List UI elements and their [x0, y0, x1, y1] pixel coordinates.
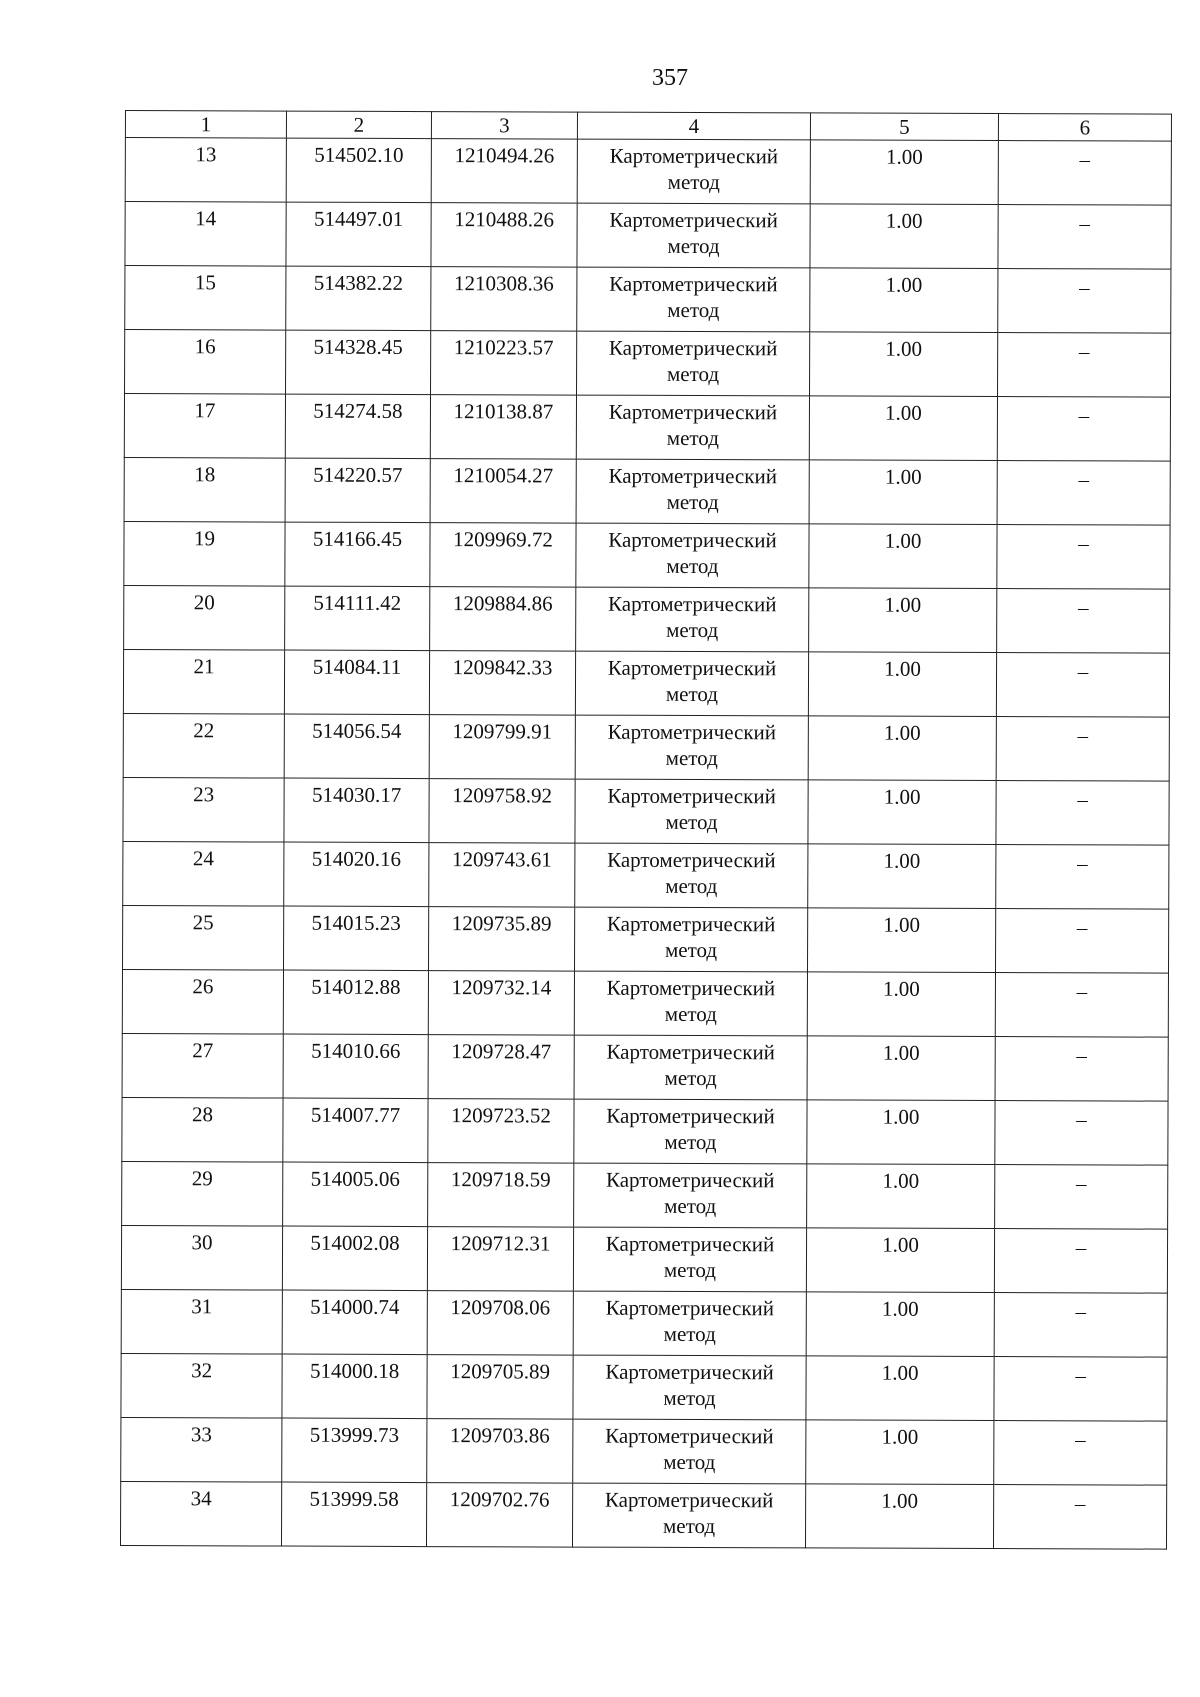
method-cell — [576, 523, 809, 588]
method-line-2: метод — [665, 809, 718, 835]
point-number-cell: 22 — [123, 713, 284, 778]
table-row — [121, 1417, 1167, 1485]
method-line-1: Картометрический — [604, 1487, 774, 1513]
accuracy-cell: 1.00 — [807, 972, 995, 1037]
coordinates-table — [120, 110, 1172, 1550]
note-cell — [994, 1293, 1167, 1358]
x-coordinate-cell: 514002.08 — [282, 1226, 427, 1291]
dash-mark: – — [1075, 1427, 1086, 1452]
method-line-1: Картометрический — [608, 463, 778, 489]
method-cell — [577, 139, 810, 204]
y-coordinate-cell: 1210494.26 — [431, 139, 577, 204]
y-coordinate-cell: 1209799.91 — [429, 715, 575, 780]
method-line-1: Картометрический — [609, 271, 778, 297]
x-coordinate-cell: 514010.66 — [283, 1034, 428, 1099]
accuracy-cell: 1.00 — [810, 140, 998, 205]
table-row — [120, 1481, 1166, 1549]
accuracy-cell: 1.00 — [806, 1292, 994, 1357]
x-coordinate-cell: 514056.54 — [284, 714, 429, 779]
point-number-cell: 27 — [122, 1033, 283, 1098]
note-cell — [998, 141, 1171, 206]
point-number-cell: 34 — [120, 1481, 281, 1546]
method-line-2: метод — [666, 553, 719, 579]
method-line-2: метод — [666, 617, 719, 643]
accuracy-cell: 1.00 — [809, 396, 997, 461]
header-cell-6: 6 — [998, 114, 1171, 142]
note-cell — [995, 909, 1168, 974]
method-line-2: метод — [667, 169, 720, 195]
x-coordinate-cell: 514005.06 — [283, 1162, 428, 1227]
table-row — [122, 1033, 1168, 1101]
x-coordinate-cell: 514220.57 — [285, 458, 430, 523]
header-cell-3: 3 — [431, 112, 577, 140]
x-coordinate-cell: 514502.10 — [286, 138, 431, 203]
method-cell — [575, 843, 808, 908]
dash-mark: – — [1075, 1235, 1087, 1260]
dash-mark: – — [1077, 595, 1089, 620]
note-cell — [994, 1357, 1167, 1422]
method-line-2: метод — [664, 1193, 717, 1219]
accuracy-cell: 1.00 — [809, 588, 997, 653]
table-row — [123, 841, 1169, 909]
method-cell — [573, 1419, 806, 1484]
note-cell — [994, 1421, 1167, 1486]
method-cell — [575, 715, 808, 780]
method-line-1: Картометрический — [605, 1231, 775, 1257]
header-row — [125, 111, 1171, 142]
point-number-cell: 15 — [125, 266, 286, 331]
x-coordinate-cell: 513999.73 — [282, 1418, 427, 1483]
dash-mark: – — [1077, 851, 1088, 876]
table-row — [123, 649, 1169, 717]
note-cell — [996, 781, 1169, 846]
method-line-2: метод — [663, 1449, 716, 1475]
table-row — [121, 1353, 1167, 1421]
point-number-cell: 17 — [124, 394, 285, 459]
method-line-2: метод — [662, 1513, 716, 1539]
note-cell — [996, 717, 1169, 782]
dash-mark: – — [1075, 1171, 1087, 1196]
header-cell-4: 4 — [577, 112, 810, 140]
method-cell — [576, 587, 809, 652]
point-number-cell: 19 — [124, 521, 285, 586]
method-line-1: Картометрический — [606, 1039, 775, 1065]
note-cell — [998, 269, 1171, 334]
method-line-2: метод — [663, 1257, 717, 1283]
method-line-1: Картометрический — [607, 655, 777, 681]
method-line-2: метод — [666, 361, 720, 387]
y-coordinate-cell: 1210488.26 — [431, 203, 577, 268]
method-line-2: метод — [664, 937, 718, 963]
accuracy-cell: 1.00 — [806, 1356, 994, 1421]
table-row — [123, 713, 1169, 781]
method-line-1: Картометрический — [608, 335, 778, 361]
accuracy-cell: 1.00 — [807, 908, 995, 973]
accuracy-cell: 1.00 — [807, 1100, 995, 1165]
accuracy-cell: 1.00 — [808, 716, 996, 781]
method-line-1: Картометрический — [608, 527, 777, 553]
note-cell — [993, 1485, 1166, 1550]
point-number-cell: 33 — [121, 1417, 282, 1482]
note-cell — [997, 525, 1170, 590]
method-cell — [577, 331, 810, 396]
method-line-2: метод — [665, 681, 719, 707]
method-line-1: Картометрический — [608, 399, 778, 425]
y-coordinate-cell: 1209884.86 — [430, 587, 576, 652]
coordinates-table-container — [120, 110, 1171, 1550]
x-coordinate-cell: 514007.77 — [283, 1098, 428, 1163]
x-coordinate-cell: 514020.16 — [284, 842, 429, 907]
dash-mark: – — [1077, 787, 1088, 812]
accuracy-cell: 1.00 — [807, 1036, 995, 1101]
dash-mark: – — [1078, 403, 1090, 428]
method-line-1: Картометрический — [605, 1295, 775, 1321]
point-number-cell: 18 — [124, 457, 285, 522]
table-row — [122, 905, 1168, 973]
dash-mark: – — [1078, 339, 1090, 364]
table-row — [122, 1161, 1168, 1229]
method-line-1: Картометрический — [605, 1359, 774, 1385]
x-coordinate-cell: 514497.01 — [286, 202, 431, 267]
table-row — [121, 1289, 1167, 1357]
method-line-1: Картометрический — [605, 1167, 775, 1193]
accuracy-cell: 1.00 — [806, 1420, 994, 1485]
dash-mark: – — [1075, 1363, 1086, 1388]
method-line-2: метод — [665, 873, 718, 899]
note-cell — [997, 461, 1170, 526]
accuracy-cell: 1.00 — [810, 204, 998, 269]
header-cell-2: 2 — [286, 111, 431, 139]
y-coordinate-cell: 1209735.89 — [428, 907, 574, 972]
x-coordinate-cell: 514012.88 — [283, 970, 428, 1035]
dash-mark: – — [1076, 915, 1088, 940]
method-cell — [576, 459, 809, 524]
dash-mark: – — [1076, 1043, 1087, 1068]
dash-mark: – — [1074, 1491, 1086, 1516]
y-coordinate-cell: 1210138.87 — [430, 395, 576, 460]
y-coordinate-cell: 1209723.52 — [428, 1099, 574, 1164]
note-cell — [996, 845, 1169, 910]
method-line-1: Картометрический — [606, 975, 776, 1001]
point-number-cell: 25 — [122, 905, 283, 970]
method-cell — [577, 203, 810, 268]
accuracy-cell: 1.00 — [806, 1228, 994, 1293]
method-line-2: метод — [663, 1321, 716, 1347]
method-line-2: метод — [666, 489, 719, 515]
accuracy-cell: 1.00 — [809, 460, 997, 525]
dash-mark: – — [1079, 275, 1090, 300]
point-number-cell: 23 — [123, 777, 284, 842]
page-number: 357 — [652, 65, 688, 91]
header-cell-5: 5 — [810, 113, 998, 141]
y-coordinate-cell: 1209712.31 — [427, 1227, 573, 1292]
accuracy-cell: 1.00 — [808, 780, 996, 845]
method-line-2: метод — [665, 745, 718, 771]
y-coordinate-cell: 1209708.06 — [427, 1291, 573, 1356]
table-row — [125, 330, 1171, 398]
note-cell — [998, 333, 1171, 398]
x-coordinate-cell: 514030.17 — [284, 778, 429, 843]
dash-mark: – — [1079, 147, 1091, 172]
table-row — [125, 202, 1171, 270]
y-coordinate-cell: 1209732.14 — [428, 971, 574, 1036]
note-cell — [998, 205, 1171, 270]
method-line-1: Картометрический — [608, 591, 777, 617]
table-row — [124, 521, 1170, 589]
point-number-cell: 29 — [122, 1161, 283, 1226]
accuracy-cell: 1.00 — [809, 524, 997, 589]
method-line-1: Картометрический — [606, 1103, 775, 1129]
table-row — [125, 266, 1171, 334]
dash-mark: – — [1078, 531, 1089, 556]
dash-mark: – — [1076, 979, 1088, 1004]
method-cell — [574, 907, 807, 972]
y-coordinate-cell: 1209842.33 — [429, 651, 575, 716]
x-coordinate-cell: 514274.58 — [285, 394, 430, 459]
x-coordinate-cell: 514328.45 — [286, 330, 431, 395]
method-line-2: метод — [664, 1001, 717, 1027]
accuracy-cell: 1.00 — [807, 1164, 995, 1229]
point-number-cell: 31 — [121, 1289, 282, 1354]
y-coordinate-cell: 1209703.86 — [427, 1419, 573, 1484]
point-number-cell: 13 — [125, 138, 286, 203]
method-line-1: Картометрический — [609, 207, 778, 233]
note-cell — [995, 1165, 1168, 1230]
y-coordinate-cell: 1209758.92 — [429, 779, 575, 844]
point-number-cell: 14 — [125, 202, 286, 267]
table-row — [123, 777, 1169, 845]
point-number-cell: 30 — [121, 1225, 282, 1290]
x-coordinate-cell: 514000.74 — [282, 1290, 427, 1355]
note-cell — [996, 653, 1169, 718]
table-row — [124, 585, 1170, 653]
x-coordinate-cell: 514111.42 — [285, 586, 430, 651]
method-cell — [574, 1099, 807, 1164]
method-cell — [576, 395, 809, 460]
y-coordinate-cell: 1210223.57 — [431, 331, 577, 396]
y-coordinate-cell: 1209969.72 — [430, 523, 576, 588]
point-number-cell: 26 — [122, 969, 283, 1034]
point-number-cell: 21 — [123, 649, 284, 714]
y-coordinate-cell: 1210054.27 — [430, 459, 576, 524]
method-line-2: метод — [663, 1385, 716, 1411]
accuracy-cell: 1.00 — [810, 268, 998, 333]
header-cell-1: 1 — [125, 111, 286, 139]
y-coordinate-cell: 1209728.47 — [428, 1035, 574, 1100]
method-line-2: метод — [664, 1129, 717, 1155]
method-line-1: Картометрический — [606, 911, 776, 937]
table-row — [125, 138, 1171, 206]
point-number-cell: 28 — [122, 1097, 283, 1162]
y-coordinate-cell: 1209702.76 — [426, 1483, 572, 1548]
table-header — [125, 111, 1171, 142]
dash-mark: – — [1079, 211, 1090, 236]
note-cell — [995, 1037, 1168, 1102]
method-line-1: Картометрический — [607, 783, 776, 809]
note-cell — [997, 397, 1170, 462]
dash-mark: – — [1075, 1299, 1087, 1324]
point-number-cell: 16 — [125, 330, 286, 395]
method-cell — [574, 971, 807, 1036]
accuracy-cell: 1.00 — [808, 844, 996, 909]
y-coordinate-cell: 1209705.89 — [427, 1355, 573, 1420]
x-coordinate-cell: 514015.23 — [283, 906, 428, 971]
note-cell — [997, 589, 1170, 654]
method-cell — [574, 1163, 807, 1228]
table-body — [120, 138, 1171, 1550]
x-coordinate-cell: 513999.58 — [281, 1482, 426, 1547]
method-cell — [573, 1227, 806, 1292]
note-cell — [994, 1229, 1167, 1294]
x-coordinate-cell: 514166.45 — [285, 522, 430, 587]
table-row — [121, 1225, 1167, 1293]
x-coordinate-cell: 514382.22 — [286, 266, 431, 331]
accuracy-cell: 1.00 — [810, 332, 998, 397]
method-line-1: Картометрический — [607, 719, 777, 745]
point-number-cell: 20 — [124, 585, 285, 650]
dash-mark: – — [1077, 659, 1089, 684]
table-row — [124, 457, 1170, 525]
note-cell — [995, 973, 1168, 1038]
y-coordinate-cell: 1209718.59 — [428, 1163, 574, 1228]
x-coordinate-cell: 514000.18 — [282, 1354, 427, 1419]
method-line-1: Картометрический — [607, 847, 776, 873]
dash-mark: – — [1078, 467, 1090, 492]
y-coordinate-cell: 1210308.36 — [431, 267, 577, 332]
point-number-cell: 24 — [123, 841, 284, 906]
method-line-1: Картометрический — [605, 1423, 774, 1449]
y-coordinate-cell: 1209743.61 — [429, 843, 575, 908]
table-row — [122, 1097, 1168, 1165]
method-cell — [577, 267, 810, 332]
method-line-2: метод — [667, 297, 720, 323]
accuracy-cell: 1.00 — [805, 1484, 993, 1549]
table-row — [124, 394, 1170, 462]
method-cell — [575, 651, 808, 716]
point-number-cell: 32 — [121, 1353, 282, 1418]
method-line-2: метод — [667, 233, 720, 259]
dash-mark: – — [1076, 1107, 1087, 1132]
accuracy-cell: 1.00 — [808, 652, 996, 717]
method-cell — [572, 1483, 805, 1548]
method-line-2: метод — [666, 425, 719, 451]
method-cell — [575, 779, 808, 844]
table-row — [122, 969, 1168, 1037]
method-cell — [574, 1035, 807, 1100]
method-cell — [573, 1355, 806, 1420]
method-cell — [573, 1291, 806, 1356]
method-line-1: Картометрический — [609, 143, 779, 169]
x-coordinate-cell: 514084.11 — [284, 650, 429, 715]
dash-mark: – — [1077, 723, 1089, 748]
method-line-2: метод — [664, 1065, 717, 1091]
note-cell — [995, 1101, 1168, 1166]
